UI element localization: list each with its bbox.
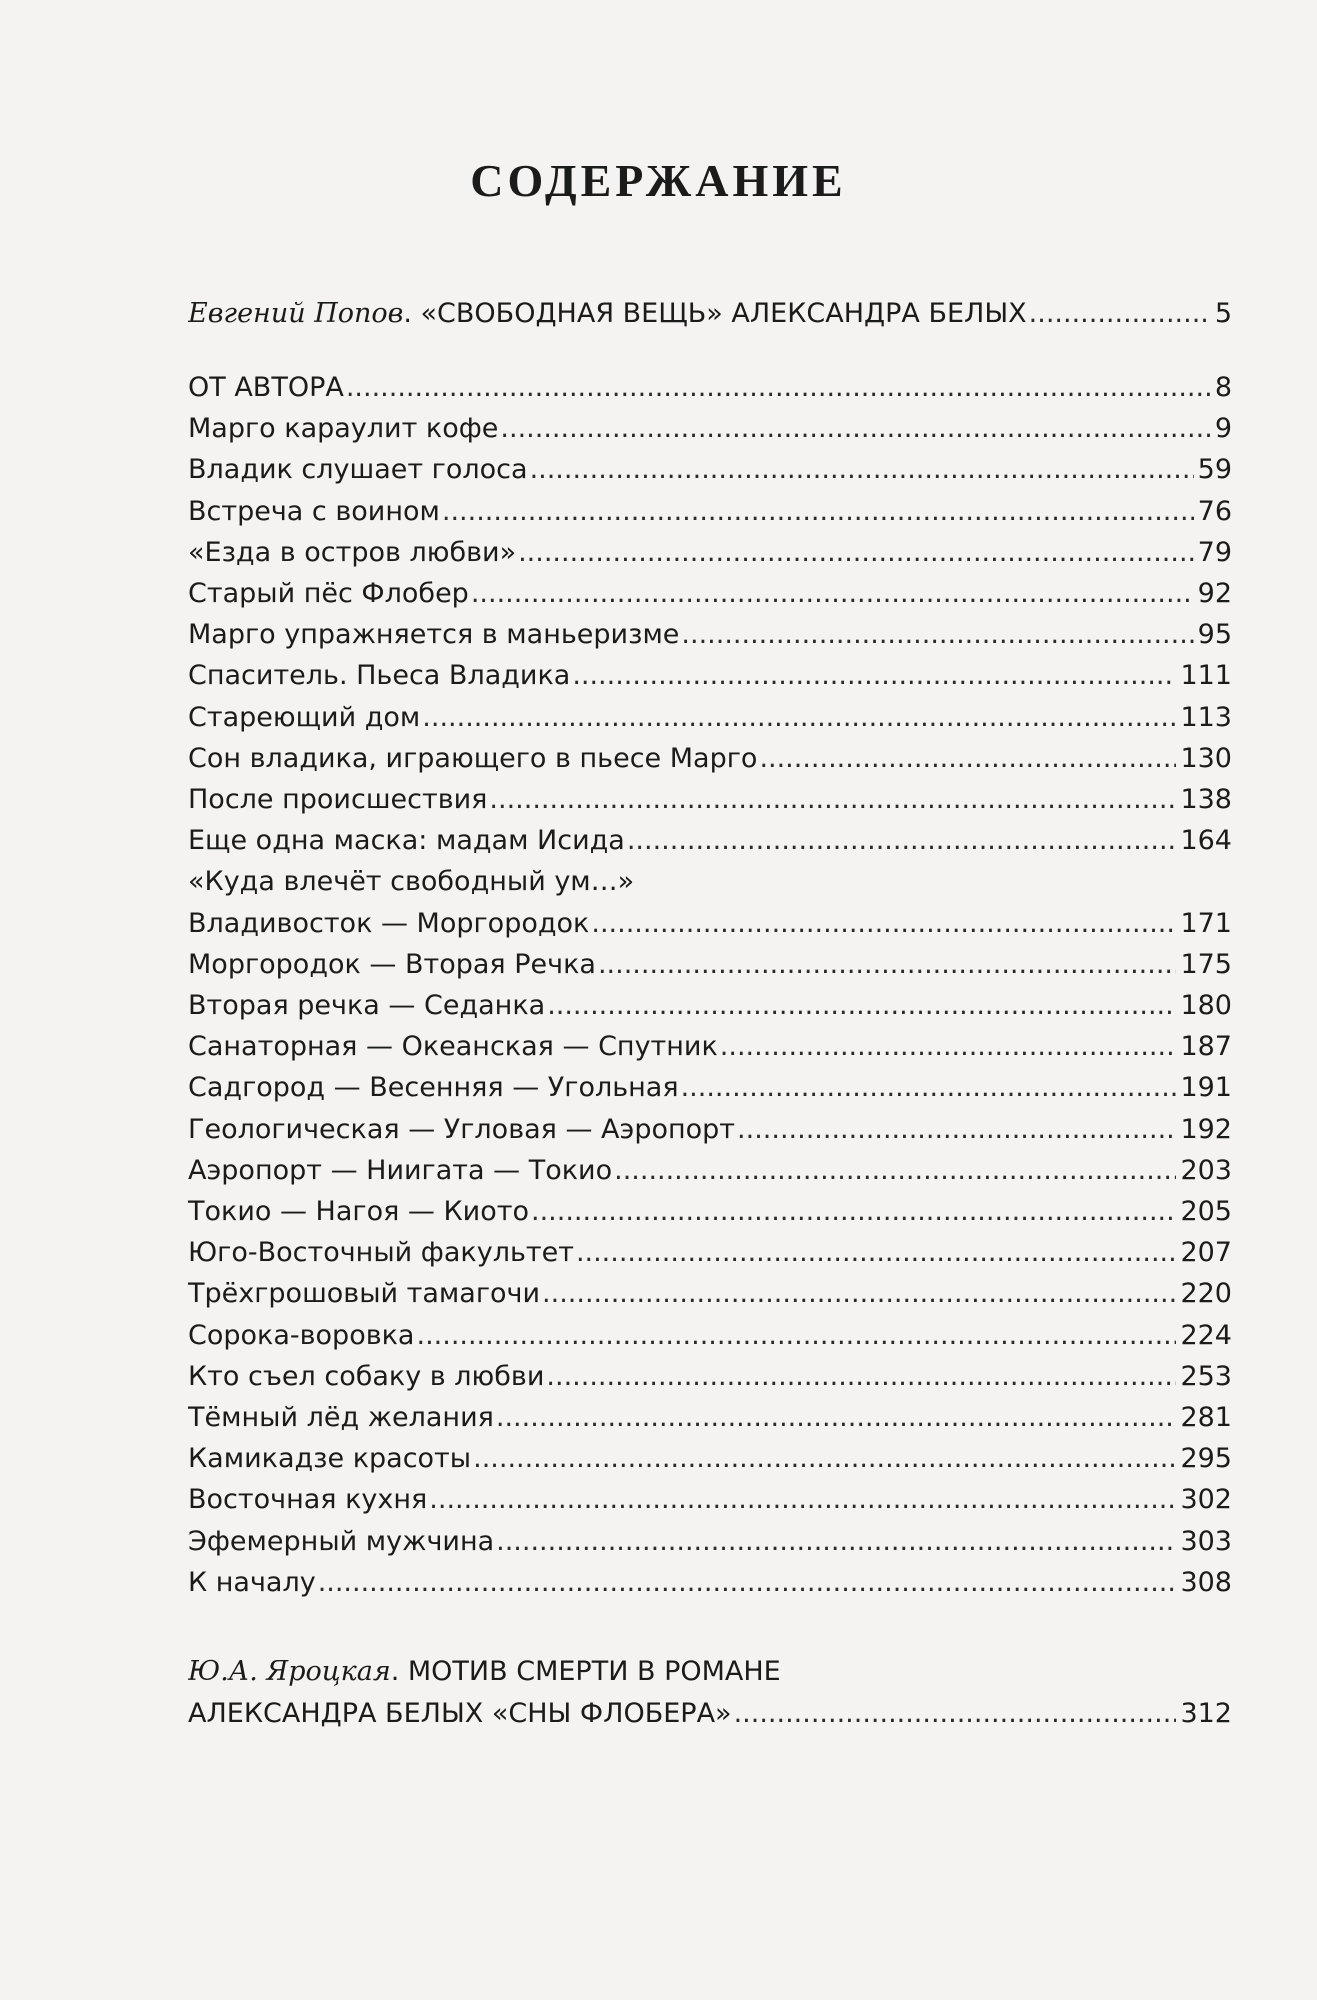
toc-entry-title: Трёхгрошовый тамагочи bbox=[188, 1278, 541, 1309]
toc-entry-title: Геологическая — Угловая — Аэропорт bbox=[188, 1114, 736, 1145]
intro-text: . «СВОБОДНАЯ ВЕЩЬ» АЛЕКСАНДРА БЕЛЫХ bbox=[403, 298, 1027, 329]
toc-page-number: 9 bbox=[1214, 413, 1232, 444]
toc-entry-title: Кто съел собаку в любви bbox=[188, 1361, 545, 1392]
dot-leader bbox=[627, 825, 1177, 856]
toc-page-number: 92 bbox=[1197, 578, 1232, 609]
appendix-line2: АЛЕКСАНДРА БЕЛЫХ «СНЫ ФЛОБЕРА» bbox=[188, 1698, 732, 1729]
dot-leader bbox=[473, 1443, 1176, 1474]
toc-entry bbox=[188, 990, 1232, 1030]
toc-entry-title: Тёмный лёд желания bbox=[188, 1402, 494, 1433]
toc-page-number: 171 bbox=[1180, 908, 1232, 939]
toc-entry-title: Сон владика, играющего в пьесе Марго bbox=[188, 743, 758, 774]
toc-page-number: 130 bbox=[1180, 743, 1232, 774]
toc-entry bbox=[188, 1443, 1232, 1483]
dot-leader bbox=[422, 702, 1176, 733]
dot-leader bbox=[547, 990, 1176, 1021]
toc-entry bbox=[188, 537, 1232, 577]
toc-page-number: 205 bbox=[1180, 1196, 1232, 1227]
toc-entry-title: Эфемерный мужчина bbox=[188, 1526, 495, 1557]
dot-leader bbox=[759, 743, 1176, 774]
toc-page-number: 59 bbox=[1197, 454, 1232, 485]
toc-entry-title: Марго упражняется в маньеризме bbox=[188, 619, 680, 650]
appendix-line1: . МОТИВ СМЕРТИ В РОМАНЕ bbox=[390, 1656, 781, 1687]
toc-intro-title bbox=[188, 298, 1027, 329]
toc-entry-title: Моргородок — Вторая Речка bbox=[188, 949, 596, 980]
toc-entry bbox=[188, 1320, 1232, 1360]
toc-page-number: 220 bbox=[1180, 1278, 1232, 1309]
toc-page-number: 207 bbox=[1180, 1237, 1232, 1268]
toc-entry bbox=[188, 1402, 1232, 1442]
toc-entry-title: Юго-Восточный факультет bbox=[188, 1237, 574, 1268]
toc-entry bbox=[188, 949, 1232, 989]
toc-entry bbox=[188, 454, 1232, 494]
toc-page-number: 187 bbox=[1180, 1031, 1232, 1062]
toc-page-number: 95 bbox=[1197, 619, 1232, 650]
toc-entry-title: Вторая речка — Седанка bbox=[188, 990, 546, 1021]
toc-entry bbox=[188, 908, 1232, 948]
toc-page-number: 303 bbox=[1180, 1526, 1232, 1557]
toc-page-number: 203 bbox=[1180, 1155, 1232, 1186]
toc-page-number: 312 bbox=[1180, 1698, 1232, 1729]
dot-leader bbox=[489, 784, 1176, 815]
toc-page-number: 5 bbox=[1214, 298, 1232, 329]
toc-entry-title: Владик слушает голоса bbox=[188, 454, 528, 485]
dot-leader bbox=[681, 619, 1193, 650]
toc-page-number: 308 bbox=[1180, 1567, 1232, 1598]
toc-entry-title: Сорока-воровка bbox=[188, 1320, 415, 1351]
toc-page-number: 175 bbox=[1180, 949, 1232, 980]
dot-leader bbox=[442, 496, 1194, 527]
dot-leader bbox=[598, 949, 1177, 980]
toc-page-number: 76 bbox=[1197, 496, 1232, 527]
toc-entry-title: Стареющий дом bbox=[188, 702, 421, 733]
toc-entry-title: После происшествия bbox=[188, 784, 488, 815]
dot-leader bbox=[591, 908, 1176, 939]
toc-entry-title: «Куда влечёт свободный ум…» bbox=[188, 866, 635, 897]
toc-entry-title: Спаситель. Пьеса Владика bbox=[188, 660, 571, 691]
toc-entry bbox=[188, 413, 1232, 453]
toc-entry bbox=[188, 1072, 1232, 1112]
appendix-author: Ю.А. Яроцкая bbox=[188, 1656, 391, 1687]
toc-appendix-line2 bbox=[188, 1698, 1232, 1738]
toc-page-number: 192 bbox=[1180, 1114, 1232, 1145]
dot-leader bbox=[496, 1402, 1177, 1433]
toc-page-number: 113 bbox=[1180, 702, 1232, 733]
dot-leader bbox=[572, 660, 1176, 691]
toc-entry bbox=[188, 372, 1232, 412]
dot-leader bbox=[530, 454, 1194, 485]
toc-page-number: 79 bbox=[1197, 537, 1232, 568]
page-title: СОДЕРЖАНИЕ bbox=[470, 155, 847, 206]
toc-entry-title: Встреча с воином bbox=[188, 496, 440, 527]
toc-page-number: 295 bbox=[1180, 1443, 1232, 1474]
toc-entry bbox=[188, 825, 1232, 865]
toc-page-number: 281 bbox=[1180, 1402, 1232, 1433]
dot-leader bbox=[346, 372, 1211, 403]
dot-leader bbox=[496, 1526, 1176, 1557]
dot-leader bbox=[500, 413, 1210, 444]
toc-entry bbox=[188, 1196, 1232, 1236]
toc-entry-title: Марго караулит кофе bbox=[188, 413, 499, 444]
toc-intro-entry bbox=[188, 298, 1232, 338]
dot-leader bbox=[546, 1361, 1176, 1392]
dot-leader bbox=[318, 1567, 1177, 1598]
toc-entry-title: Камикадзе красоты bbox=[188, 1443, 472, 1474]
toc-page-number: 253 bbox=[1180, 1361, 1232, 1392]
dot-leader bbox=[518, 537, 1194, 568]
dot-leader bbox=[720, 1031, 1177, 1062]
dot-leader bbox=[737, 1114, 1176, 1145]
toc-entry bbox=[188, 1526, 1232, 1566]
dot-leader bbox=[542, 1278, 1176, 1309]
dot-leader bbox=[1029, 298, 1211, 329]
toc-entry bbox=[188, 743, 1232, 783]
toc-entry-title: Еще одна маска: мадам Исида bbox=[188, 825, 625, 856]
dot-leader bbox=[429, 1484, 1176, 1515]
toc-page-number: 302 bbox=[1180, 1484, 1232, 1515]
toc-entry-title: Садгород — Весенняя — Угольная bbox=[188, 1072, 679, 1103]
dot-leader bbox=[681, 1072, 1177, 1103]
toc-page-number: 111 bbox=[1180, 660, 1232, 691]
toc-entry-title: ОТ АВТОРА bbox=[188, 372, 344, 403]
toc-page-number: 191 bbox=[1180, 1072, 1232, 1103]
dot-leader bbox=[734, 1698, 1177, 1729]
toc-entry-title: Токио — Нагоя — Киото bbox=[188, 1196, 529, 1227]
toc-entry-title: Аэропорт — Ниигата — Токио bbox=[188, 1155, 613, 1186]
toc-entry bbox=[188, 1237, 1232, 1277]
toc-appendix-line1 bbox=[188, 1656, 1232, 1696]
dot-leader bbox=[416, 1320, 1176, 1351]
intro-author: Евгений Попов bbox=[188, 298, 404, 329]
toc-page-number: 180 bbox=[1180, 990, 1232, 1021]
toc-entry bbox=[188, 1361, 1232, 1401]
dot-leader bbox=[531, 1196, 1176, 1227]
toc-page-number: 224 bbox=[1180, 1320, 1232, 1351]
toc-entry-title: «Езда в остров любви» bbox=[188, 537, 517, 568]
toc-entry bbox=[188, 1114, 1232, 1154]
dot-leader bbox=[471, 578, 1194, 609]
toc-entry bbox=[188, 1484, 1232, 1524]
toc-entry bbox=[188, 784, 1232, 824]
toc-entry-title: Старый пёс Флобер bbox=[188, 578, 469, 609]
toc-appendix-title-1 bbox=[188, 1656, 781, 1687]
toc-entry bbox=[188, 702, 1232, 742]
toc-entry bbox=[188, 1155, 1232, 1195]
toc-entry bbox=[188, 866, 1232, 906]
toc-entry-title: К началу bbox=[188, 1567, 316, 1598]
toc-entry-title: Санаторная — Океанская — Спутник bbox=[188, 1031, 718, 1062]
toc-entry bbox=[188, 1278, 1232, 1318]
toc-entry bbox=[188, 619, 1232, 659]
toc-page-number: 164 bbox=[1180, 825, 1232, 856]
toc-entry bbox=[188, 1031, 1232, 1071]
dot-leader bbox=[576, 1237, 1177, 1268]
toc-entry-title: Восточная кухня bbox=[188, 1484, 428, 1515]
dot-leader bbox=[614, 1155, 1176, 1186]
toc-entry-title: Владивосток — Моргородок bbox=[188, 908, 590, 939]
toc-page-number: 8 bbox=[1214, 372, 1232, 403]
toc-entry bbox=[188, 1567, 1232, 1607]
toc-page-number: 138 bbox=[1180, 784, 1232, 815]
toc-entry bbox=[188, 660, 1232, 700]
toc-entry bbox=[188, 496, 1232, 536]
toc-entry bbox=[188, 578, 1232, 618]
